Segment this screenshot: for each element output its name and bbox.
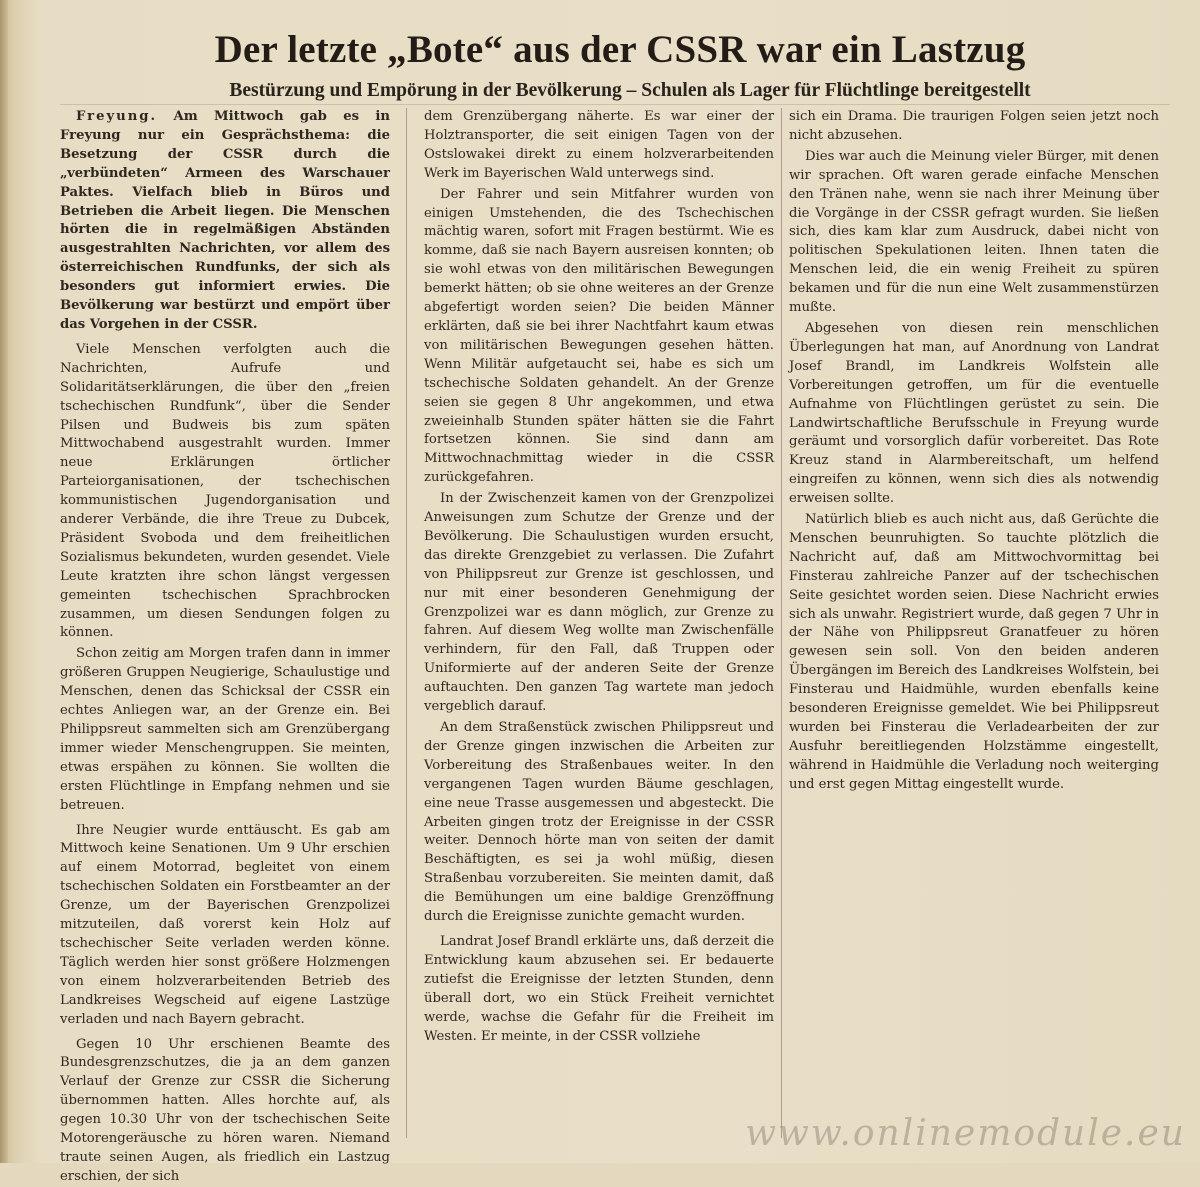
paragraph: dem Grenzübergang näherte. Es war einer der Holztransporter, die seit einigen Tagen von der Ostslowakei direkt zu einem holzverarbeitenden Werk im Bayerischen Wald unterwegs sind. bbox=[424, 109, 774, 181]
lead-text: Am Mittwoch gab es in Freyung nur ein Gesprächsthema: die Besetzung der CSSR durch die „verbündeten“ Armeen des Warschauer Paktes. Vielfach blieb in Büros und Betrieben die Arbeit liegen. Die Menschen hörten die in regelmäßigen Abständen ausgestrahlten Nachrichten, vor allem des österreichischen Rundfunks, der sich als besonders gut informiert erwies. Die Bevölkerung war bestürzt und empört über das Vorgehen in der CSSR. bbox=[60, 109, 390, 332]
paragraph: Schon zeitig am Morgen trafen dann in immer größeren Gruppen Neugierige, Schaulustige und Menschen, denen das Schicksal der CSSR ein echtes Anliegen war, an der Grenze ein. Bei Philippsreut sammelten sich am Grenzübergang immer wieder Menschengruppen. Sie meinten, etwas erspähen zu können. Sie wollten die ersten Flüchtlinge in Empfang nehmen und sie betreuen. bbox=[60, 646, 390, 813]
paragraph: sich ein Drama. Die traurigen Folgen seien jetzt noch nicht abzusehen. bbox=[789, 109, 1159, 143]
column-divider bbox=[406, 108, 407, 1138]
paragraph: Gegen 10 Uhr erschienen Beamte des Bundesgrenzschutzes, die ja an dem ganzen Verlauf der Grenze zur CSSR die Sicherung übernommen hatten. Alles horchte auf, als gegen 10.30 Uhr von der tschechischen Seite Motorengeräusche zu hören waren. Niemand traute seinen Augen, als friedlich ein Lastzug erschien, der sich bbox=[60, 1036, 390, 1184]
paragraph: Ihre Neugier wurde enttäuscht. Es gab am Mittwoch keine Senationen. Um 9 Uhr erschien auf einem Motorrad, begleitet von einem tschechischen Soldaten ein Forstbeamter an der Grenze, um der Bayerischen Grenzpolizei mitzuteilen, daß vorerst kein Holz auf tschechischer Seite verladen werden könne. Täglich werden hier sonst größere Holzmengen von einem holzverarbeitenden Betrieb des Landkreises Wegscheid auf eigene Lastzüge verladen und nach Bayern gebracht. bbox=[60, 822, 390, 1027]
paragraph: Natürlich blieb es auch nicht aus, daß Gerüchte die Menschen beunruhigten. So tauchte plötzlich die Nachricht auf, daß am Mittwochvormittag bei Finsterau zahlreiche Panzer auf der tschechischen Seite gesichtet worden seien. Diese Nachricht erwies sich als unwahr. Registriert wurde, daß gegen 7 Uhr in der Nähe von Philippsreut Granatfeuer zu hören gewesen sein soll. Von den beiden anderen Übergängen im Bereich des Landkreises Wolfstein, bei Finsterau und Haidmühle, wurden ebenfalls keine besonderen Ereignisse gemeldet. Wie bei Philippsreut wurden bei Finsterau die Verladearbeiten der zur Ausfuhr bereitliegenden Holzstämme eingestellt, während in Haidmühle die Verladung noch weiterging und erst gegen Mittag eingestellt wurde. bbox=[789, 512, 1159, 792]
article-headline: Der letzte „Bote“ aus der CSSR war ein Lastzug bbox=[214, 28, 1026, 71]
paragraph: Viele Menschen verfolgten auch die Nachrichten, Aufrufe und Solidaritätserklärungen, die über den „freien tschechischen Rundfunk“, über die Sender Pilsen und Budweis bis zum späten Mittwochabend ausgestrahlt wurden. Immer neue Erklärungen örtlicher Parteiorganisationen, der tschechischen kommunistischen Jugendorganisation und anderer Verbände, die ihre Treue zu Dubcek, Präsident Svoboda und dem freiheitlichen Sozialismus bekundeten, wurden gesendet. Viele Leute kratzten ihre schon längst vergessen gemeinten tschechischen Sprachbrocken zusammen, um diesen Sendungen folgen zu können. bbox=[60, 341, 390, 641]
article-subheadline: Bestürzung und Empörung in der Bevölkerung – Schulen als Lager für Flüchtlinge bereitgestellt bbox=[229, 80, 1031, 101]
lead-paragraph bbox=[60, 108, 390, 335]
paragraph: Abgesehen von diesen rein menschlichen Überlegungen hat man, auf Anordnung von Landrat Josef Brandl, im Landkreis Wolfstein alle Vorbereitungen getroffen, um für die eventuelle Aufnahme von Flüchtlingen gerüstet zu sein. Die Landwirtschaftliche Berufsschule in Freyung wurde geräumt und vorsorglich dafür vorbereitet. Das Rote Kreuz stand in Alarmbereitschaft, um helfend eingreifen zu können, wenn sich dies als notwendig erweisen sollte. bbox=[789, 320, 1159, 507]
paragraph: Der Fahrer und sein Mitfahrer wurden von einigen Umstehenden, die des Tschechischen mächtig waren, sofort mit Fragen bestürmt. Wie es komme, daß sie nach Bayern ausreisen konnten; ob sie wohl etwas von den militärischen Bewegungen bemerkt hätten; ob sie ohne weiteres an der Grenze abgefertigt worden seien? Die beiden Männer erklärten, daß sie bei ihrer Nachtfahrt kaum etwas von militärischen Bewegungen gesehen hätten. Wenn Militär aufgetaucht sei, habe es sich um tschechische Soldaten gehandelt. An der Grenze seien sie gegen 8 Uhr angekommen, und etwa zweieinhalb Stunden später hätten sie die Fahrt fortsetzen können. Sie sind dann am Mittwochnachmittag wieder in die CSSR zurückgefahren. bbox=[424, 186, 774, 486]
page-binding-edge bbox=[0, 0, 8, 1163]
watermark-text: www.onlinemodule.eu bbox=[745, 1113, 1186, 1154]
article-column-2 bbox=[424, 108, 774, 1046]
article-column-3 bbox=[789, 108, 1159, 795]
column-divider bbox=[781, 108, 782, 1138]
paragraph: An dem Straßenstück zwischen Philippsreut und der Grenze gingen inzwischen die Arbeiten zur Vorbereitung des Straßenbaues weiter. In den vergangenen Tagen wurden Bäume geschlagen, eine neue Trasse ausgemessen und abgesteckt. Die Arbeiten gingen trotz der Ereignisse in der CSSR weiter. Dennoch hörte man von seiten der damit Beschäftigten, es sei ja wohl müßig, diesen Straßenbau vorzubereiten. Sie meinten damit, daß die Bemühungen um eine baldige Grenzöffnung durch die Ereignisse zunichte gemacht wurden. bbox=[424, 720, 774, 925]
paragraph: Dies war auch die Meinung vieler Bürger, mit denen wir sprachen. Oft waren gerade einfache Menschen den Tränen nahe, wenn sie nach ihrer Meinung über die Vorgänge in der CSSR gefragt wurden. Sie ließen sich, dies kam klar zum Ausdruck, dabei nicht von politischen Spekulationen leiten. Ihnen taten die Menschen leid, die ein wenig Freiheit zu spüren bekamen und für die nun eine Welt zusammenstürzen mußte. bbox=[789, 148, 1159, 316]
paragraph: In der Zwischenzeit kamen von der Grenzpolizei Anweisungen zum Schutze der Grenze und der Bevölkerung. Die Schaulustigen wurden ersucht, das direkte Grenzgebiet zu verlassen. Die Zufahrt von Philippsreut zur Grenze ist geschlossen, und nur mit einer besonderen Genehmigung der Grenzpolizei war es dann möglich, zur Grenze zu fahren. Auf diesem Weg wollte man Zwischenfälle verhindern, für den Fall, daß Truppen oder Uniformierte auf der anderen Seite der Grenze auftauchten. Den ganzen Tag wartete man jedoch vergeblich darauf. bbox=[424, 491, 774, 715]
article-column-1 bbox=[60, 108, 390, 1187]
header-divider bbox=[60, 104, 1170, 105]
paragraph: Landrat Josef Brandl erklärte uns, daß derzeit die Entwicklung kaum abzusehen sei. Er bedauerte zutiefst die Ereignisse der letzten Stunden, denn überall dort, wo ein Stück Freiheit vernichtet werde, wachse die Gefahr für die Freiheit im Westen. Er meinte, in der CSSR vollziehe bbox=[424, 933, 774, 1044]
dateline: Freyung. bbox=[76, 109, 158, 124]
